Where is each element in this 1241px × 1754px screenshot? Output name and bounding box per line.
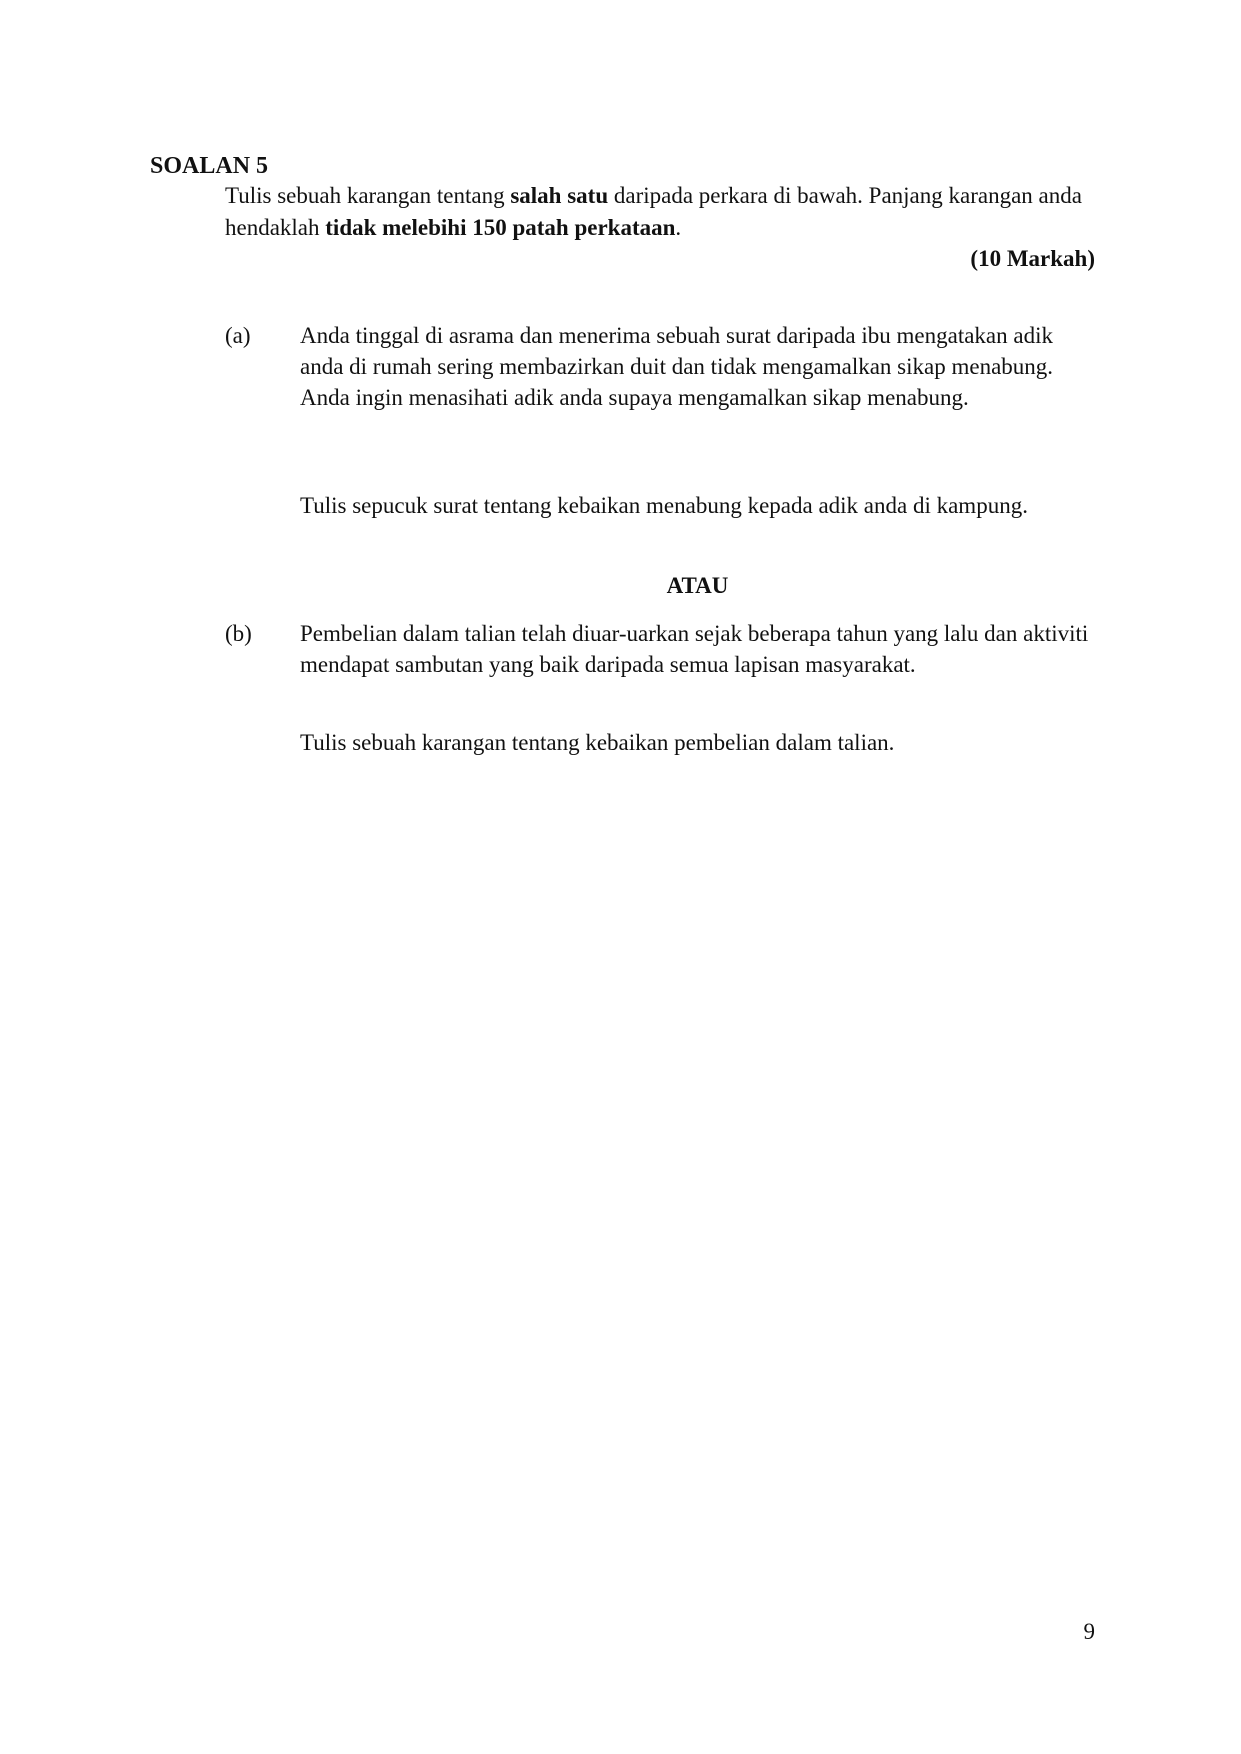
instruction-text-1: Tulis sebuah karangan tentang bbox=[225, 183, 511, 208]
marks-label: (10 Markah) bbox=[970, 246, 1095, 271]
option-b-paragraph-1: Pembelian dalam talian telah diuar-uarkan sejak beberapa tahun yang lalu dan aktiviti mendapat sambutan yang baik daripada semua lapisan masyarakat. bbox=[300, 621, 1089, 677]
option-a-label: (a) bbox=[225, 323, 251, 348]
instruction-text-3: . bbox=[675, 215, 682, 240]
instruction-bold-1: salah satu bbox=[510, 183, 609, 208]
option-b-paragraph-2: Tulis sebuah karangan tentang kebaikan pembelian dalam talian. bbox=[300, 730, 895, 755]
page-number: 9 bbox=[1083, 1619, 1095, 1644]
option-a-paragraph-2: Tulis sepucuk surat tentang kebaikan menabung kepada adik anda di kampung. bbox=[300, 493, 1028, 518]
option-a-paragraph-1: Anda tinggal di asrama dan menerima sebuah surat daripada ibu mengatakan adik anda di rumah sering membazirkan duit dan tidak mengamalkan sikap menabung. Anda ingin menasihati adik anda supaya mengamalkan sikap menabung. bbox=[300, 323, 1054, 410]
option-b-label: (b) bbox=[225, 621, 252, 646]
question-instructions bbox=[225, 180, 1095, 244]
instruction-text-2: daripada perkara di bawah. Panjang karangan anda hendaklah bbox=[225, 183, 1082, 240]
separator-atau: ATAU bbox=[666, 573, 729, 598]
question-heading: SOALAN 5 bbox=[150, 153, 269, 179]
instruction-bold-2: tidak melebihi 150 patah perkataan bbox=[325, 215, 676, 240]
